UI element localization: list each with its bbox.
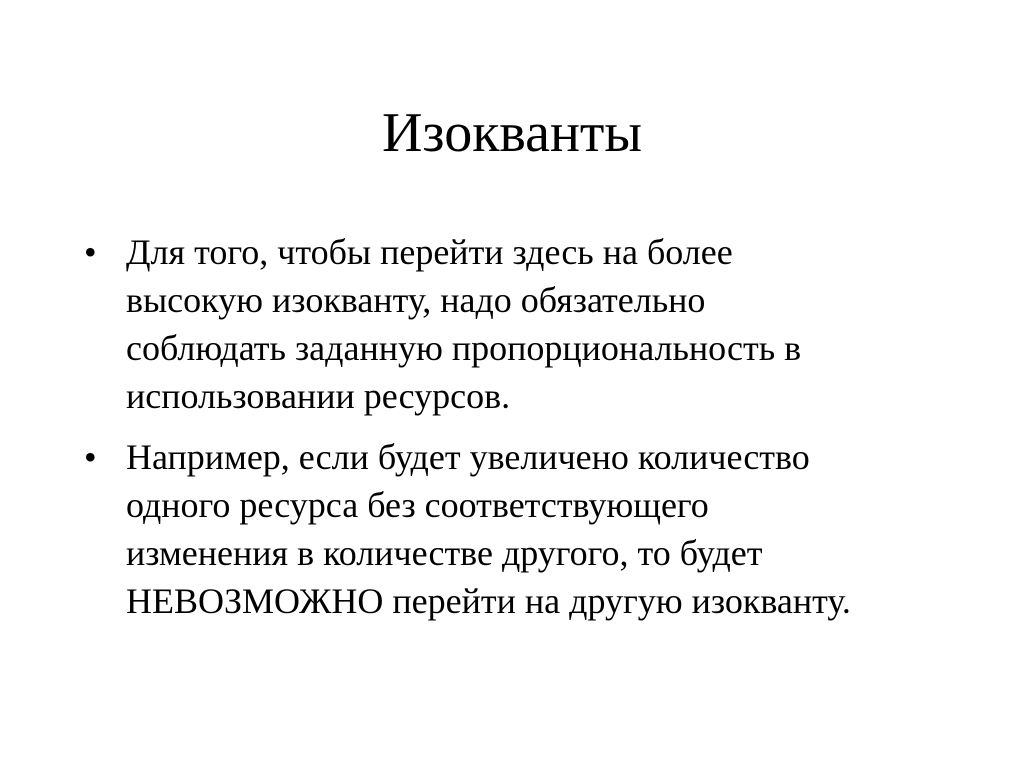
bullet-icon: • [84, 232, 97, 272]
bullet-text-line: одного ресурса без соответствующего [126, 485, 709, 525]
bullet-text-line: Например, если будет увеличено количество [126, 437, 810, 477]
bullet-list [84, 228, 944, 638]
bullet-text-line: изменения в количестве другого, то будет [126, 533, 763, 573]
slide-title: Изокванты [381, 102, 643, 164]
bullet-text-line: соблюдать заданную пропорциональность в [126, 328, 802, 368]
bullet-icon: • [84, 437, 97, 477]
bullet-text-line: НЕВОЗМОЖНО перейти на другую изокванту. [126, 581, 851, 621]
bullet-text-line: высокую изокванту, надо обязательно [126, 280, 706, 320]
bullet-item [84, 228, 944, 420]
bullet-text-line: Для того, чтобы перейти здесь на более [126, 232, 733, 272]
bullet-item [84, 433, 944, 625]
bullet-text-line: использовании ресурсов. [126, 376, 511, 416]
